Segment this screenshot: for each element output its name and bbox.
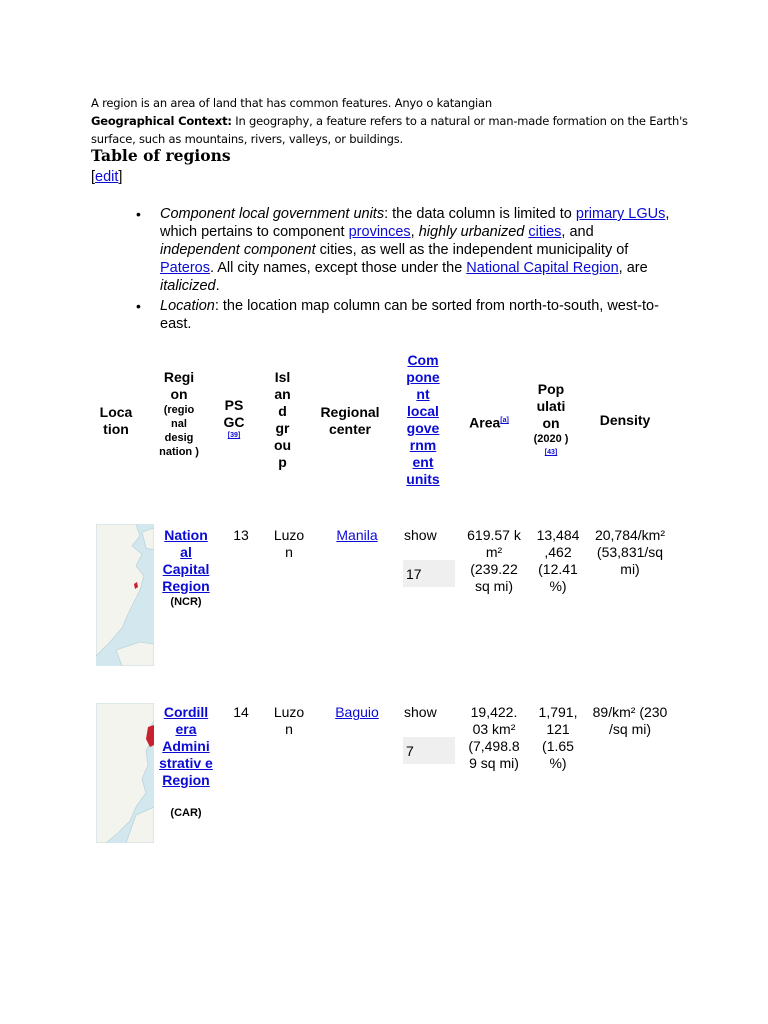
section-heading: Table of regions — [91, 146, 231, 165]
header-population-year — [533, 432, 569, 463]
text: , and — [561, 224, 594, 240]
area-value: 19,422. 03 km² (7,498.8 9 sq mi) — [468, 704, 520, 771]
psgc-ref-link[interactable]: [39] — [227, 432, 241, 439]
term-location: Location — [160, 298, 215, 314]
region-car-link[interactable]: Cordill era Admini strativ e Region — [159, 704, 213, 788]
header-island-group[interactable]: Isl an d gr ou p — [273, 369, 292, 470]
text: : the location map column can be sorted from north-to-south, west-to-east. — [160, 298, 659, 332]
edit-link[interactable]: edit — [95, 169, 119, 185]
text: , are — [618, 260, 648, 276]
psgc-value: 14 — [233, 704, 249, 720]
header-area[interactable] — [464, 412, 514, 432]
list-item — [160, 205, 670, 295]
bracket-close: ] — [118, 169, 123, 185]
bracket-open: [ — [91, 169, 96, 185]
context-text: In geography, a feature refers to a natural or man-made formation on the Earth's surface, such as mountains, rivers, valleys, or buildings. — [91, 114, 688, 146]
italicized-text: italicized — [160, 278, 216, 294]
area-ref-link[interactable]: [a] — [500, 417, 509, 424]
population-value: 13,484 ,462 (12.41 %) — [536, 527, 580, 594]
density-value: 20,784/km² (53,831/sq mi) — [594, 527, 666, 577]
header-regional-center[interactable]: Regional center — [320, 404, 380, 437]
map-icon — [96, 703, 154, 843]
regional-center-link[interactable]: Manila — [336, 527, 378, 543]
text: . All city names, except those under the — [209, 260, 467, 276]
population-value: 1,791, 121 (1.65 %) — [538, 704, 578, 771]
context-label: Geographical Context: — [91, 114, 232, 128]
island-group-value: Luzo n — [273, 527, 305, 560]
notes-list — [160, 205, 670, 335]
term-lgu: Component local government units — [160, 206, 385, 222]
intro-line: A region is an area of land that has common features. Anyo o katangian — [91, 96, 492, 110]
header-population[interactable] — [533, 381, 569, 463]
primary-lgus-link[interactable]: primary LGUs — [575, 206, 666, 222]
text: cities, as well as the independent municipality of — [315, 242, 629, 258]
island-group-value: Luzo n — [273, 704, 305, 737]
area-value: 619.57 k m² (239.22 sq mi) — [467, 527, 521, 594]
text: . — [215, 278, 220, 294]
header-location[interactable]: Loca tion — [99, 404, 133, 437]
population-year: (2020 ) — [533, 433, 569, 445]
text: , — [410, 224, 419, 240]
ncr-link[interactable]: National Capital Region — [466, 260, 619, 276]
header-region[interactable] — [158, 369, 200, 459]
header-psgc-label: PS GC — [223, 397, 245, 430]
show-toggle[interactable]: show — [404, 527, 437, 543]
provinces-link[interactable]: provinces — [348, 224, 411, 240]
text: : the data column is limited to — [384, 206, 576, 222]
car-location-map — [96, 703, 154, 843]
header-area-label: Area — [469, 414, 501, 431]
cities-link[interactable]: cities — [528, 224, 562, 240]
map-icon — [96, 524, 154, 666]
edit-section — [91, 169, 122, 185]
highly-urbanized-text: highly urbanized — [418, 224, 525, 240]
regional-center-link[interactable]: Baguio — [335, 704, 379, 720]
header-region-note: (regio nal desig nation ) — [159, 404, 199, 458]
population-ref-link[interactable]: [43] — [544, 449, 558, 456]
region-ncr-link[interactable]: Nation al Capital Region — [162, 527, 210, 594]
independent-component-text: independent component — [160, 242, 316, 258]
geographical-context — [91, 112, 691, 148]
ncr-location-map — [96, 524, 154, 666]
header-psgc[interactable] — [220, 397, 248, 441]
psgc-value: 13 — [233, 527, 249, 543]
list-item — [160, 297, 670, 333]
lgu-count-box: 17 — [403, 560, 455, 587]
lgu-count-box: 7 — [403, 737, 455, 764]
header-density[interactable]: Density — [599, 412, 651, 428]
intro-paragraph — [91, 94, 691, 148]
header-region-label: Regi on — [163, 369, 195, 402]
header-population-label: Pop ulati on — [536, 381, 566, 431]
pateros-link[interactable]: Pateros — [160, 260, 210, 276]
header-lgu-link[interactable]: Com pone nt local gove rnm ent units — [406, 352, 440, 487]
region-abbreviation: (CAR) — [170, 807, 202, 819]
density-value: 89/km² (230 /sq mi) — [592, 704, 668, 737]
region-abbreviation: (NCR) — [170, 596, 202, 608]
text: , which pertains to component — [160, 206, 670, 240]
show-toggle[interactable]: show — [404, 704, 437, 720]
